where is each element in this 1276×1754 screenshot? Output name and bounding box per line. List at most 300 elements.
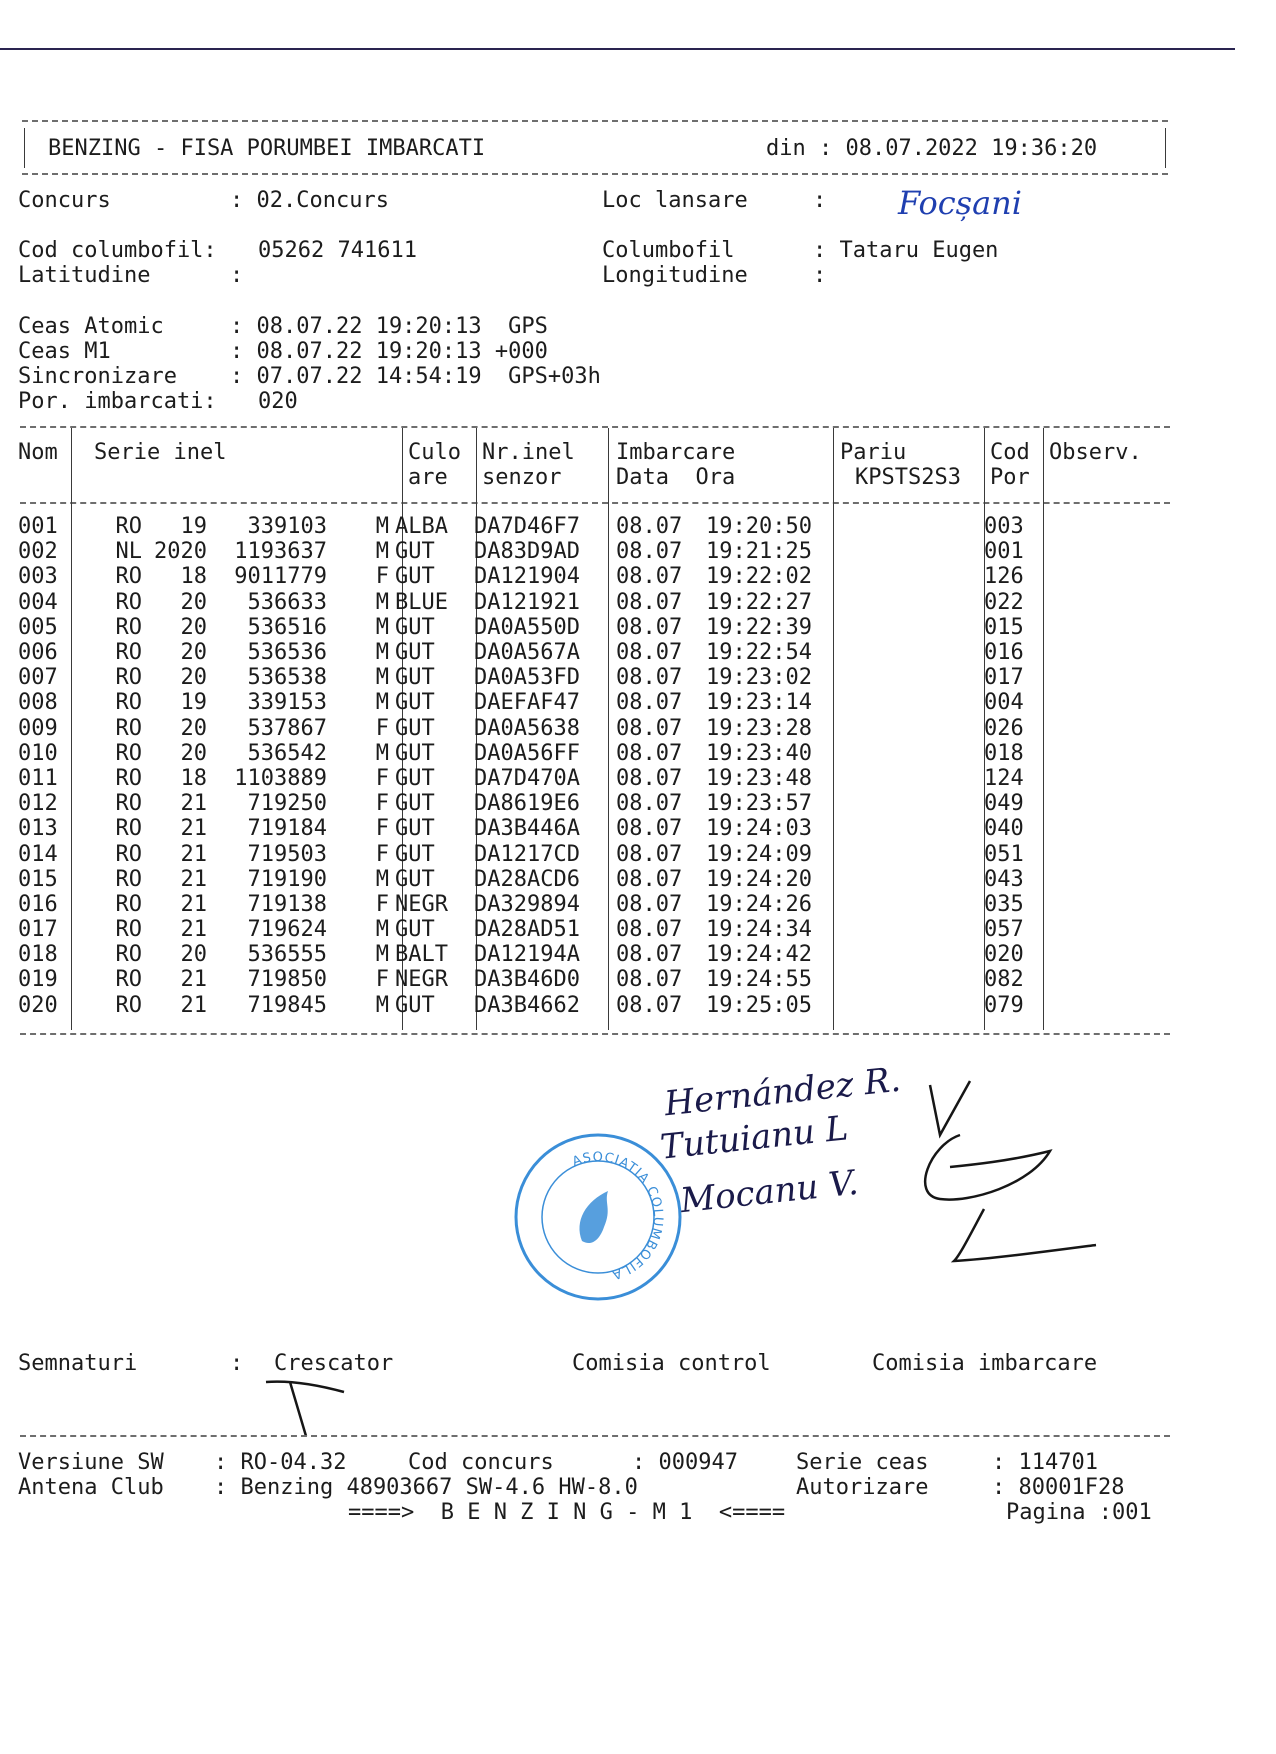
cell-year: 20 <box>180 640 207 666</box>
cell-ring-number: 719503 <box>247 841 327 867</box>
cell-sensor: DA0A56FF <box>474 740 580 766</box>
cell-time: 19:24:26 <box>706 891 812 917</box>
th-cod-2: Por <box>990 465 1030 490</box>
cell-sex: M <box>375 665 389 691</box>
cell-time: 19:23:14 <box>706 690 812 716</box>
cell-sex: M <box>375 917 389 943</box>
th-observ: Observ. <box>1049 440 1142 465</box>
cell-country: RO <box>115 917 142 943</box>
table-row <box>18 766 1034 791</box>
cell-color: GUT <box>395 866 435 892</box>
table-row <box>18 841 1034 866</box>
cell-year: 20 <box>180 740 207 766</box>
cell-time: 19:24:42 <box>706 942 812 968</box>
cell-cod-por: 124 <box>984 765 1024 791</box>
cell-cod-por: 003 <box>984 514 1024 540</box>
cell-date: 08.07 <box>616 917 683 943</box>
cell-nom: 019 <box>18 967 58 993</box>
cell-country: RO <box>115 740 142 766</box>
table-row <box>18 590 1034 615</box>
cell-cod-por: 026 <box>984 715 1024 741</box>
cell-date: 08.07 <box>616 665 683 691</box>
table-row <box>18 791 1034 816</box>
cell-year: 21 <box>180 791 207 817</box>
cell-sex: M <box>375 514 389 540</box>
versiune-label: Versiune SW <box>18 1450 164 1475</box>
cell-date: 08.07 <box>616 765 683 791</box>
cell-color: GUT <box>395 992 435 1018</box>
document-title: BENZING - FISA PORUMBEI IMBARCATI <box>48 136 486 161</box>
cell-year: 21 <box>180 866 207 892</box>
cell-nom: 001 <box>18 514 58 540</box>
cell-sensor: DA0A567A <box>474 640 580 666</box>
cell-ring-number: 719184 <box>247 816 327 842</box>
cell-pariu <box>832 867 980 892</box>
loc-lansare-label: Loc lansare <box>602 188 748 213</box>
cell-year: 20 <box>180 614 207 640</box>
cell-pariu <box>832 716 980 741</box>
cell-ring-number: 1103889 <box>234 765 327 791</box>
cell-date: 08.07 <box>616 942 683 968</box>
th-culoare-1: Culo <box>408 440 461 465</box>
latitudine-label: Latitudine <box>18 263 151 288</box>
cell-ring-number: 719850 <box>247 967 327 993</box>
table-header-rule <box>20 502 1170 504</box>
cell-sex: F <box>375 765 389 791</box>
columbofil-label: Columbofil <box>602 238 735 263</box>
cell-sex: F <box>375 891 389 917</box>
cell-cod-por: 022 <box>984 589 1024 615</box>
table-row <box>18 564 1034 589</box>
crescator-label: Crescator <box>274 1351 394 1376</box>
table-row <box>18 665 1034 690</box>
cod-concurs-label: Cod concurs <box>408 1450 554 1475</box>
table-row <box>18 867 1034 892</box>
cell-sex: F <box>375 967 389 993</box>
cell-year: 21 <box>180 992 207 1018</box>
table-row <box>18 640 1034 665</box>
signature-name-1: Hernández R. <box>662 1059 903 1125</box>
table-row <box>18 892 1034 917</box>
cell-sensor: DAEFAF47 <box>474 690 580 716</box>
cell-time: 19:22:54 <box>706 640 812 666</box>
cell-year: 20 <box>180 715 207 741</box>
cell-nom: 011 <box>18 765 58 791</box>
cell-date: 08.07 <box>616 841 683 867</box>
cell-sex: M <box>375 992 389 1018</box>
cell-sensor: DA12194A <box>474 942 580 968</box>
cell-sex: F <box>375 841 389 867</box>
cell-sensor: DA3B46D0 <box>474 967 580 993</box>
cell-year: 2020 <box>154 539 207 565</box>
ceas-atomic-label: Ceas Atomic <box>18 314 164 339</box>
cell-color: GUT <box>395 740 435 766</box>
cell-ring-number: 537867 <box>247 715 327 741</box>
cell-date: 08.07 <box>616 740 683 766</box>
comisia-imbarcare-label: Comisia imbarcare <box>872 1351 1098 1376</box>
cell-nom: 018 <box>18 942 58 968</box>
cell-time: 19:23:40 <box>706 740 812 766</box>
cell-cod-por: 057 <box>984 917 1024 943</box>
cell-sex: M <box>375 740 389 766</box>
th-pariu-2: KPSTS2S3 <box>855 465 961 490</box>
cell-country: RO <box>115 841 142 867</box>
signature-stroke-2 <box>925 1135 1050 1200</box>
cell-country: RO <box>115 589 142 615</box>
header-left-border <box>24 128 25 168</box>
header-top-rule <box>22 120 1168 122</box>
cell-country: RO <box>115 514 142 540</box>
semnaturi-label: Semnaturi <box>18 1351 138 1376</box>
cell-country: RO <box>115 942 142 968</box>
cell-time: 19:24:20 <box>706 866 812 892</box>
cell-cod-por: 020 <box>984 942 1024 968</box>
cell-country: RO <box>115 866 142 892</box>
signature-stroke-1 <box>930 1081 970 1135</box>
cell-country: RO <box>115 690 142 716</box>
header-right-border <box>1165 128 1166 168</box>
cell-country: RO <box>115 614 142 640</box>
cell-color: GUT <box>395 539 435 565</box>
cell-nom: 002 <box>18 539 58 565</box>
cod-columbofil-value: 05262 741611 <box>258 238 417 263</box>
cell-date: 08.07 <box>616 816 683 842</box>
cell-pariu <box>832 590 980 615</box>
cell-cod-por: 040 <box>984 816 1024 842</box>
por-imbarcati-value: 020 <box>258 389 298 414</box>
cell-sex: M <box>375 614 389 640</box>
cell-year: 19 <box>180 690 207 716</box>
th-imbarcare-1: Imbarcare <box>616 440 736 465</box>
cell-color: NEGR <box>395 891 448 917</box>
cell-date: 08.07 <box>616 866 683 892</box>
cell-sensor: DA3B446A <box>474 816 580 842</box>
cell-sex: F <box>375 715 389 741</box>
ceas-m1-label: Ceas M1 <box>18 339 111 364</box>
por-imbarcati-label: Por. imbarcati: <box>18 389 217 414</box>
cell-time: 19:20:50 <box>706 514 812 540</box>
cell-color: GUT <box>395 765 435 791</box>
table-row <box>18 816 1034 841</box>
antena-label: Antena Club <box>18 1475 164 1500</box>
cell-time: 19:23:48 <box>706 765 812 791</box>
cell-ring-number: 536536 <box>247 640 327 666</box>
cell-year: 21 <box>180 841 207 867</box>
cell-pariu <box>832 967 980 992</box>
cell-sensor: DA329894 <box>474 891 580 917</box>
cell-time: 19:24:09 <box>706 841 812 867</box>
cell-time: 19:22:27 <box>706 589 812 615</box>
cell-ring-number: 536633 <box>247 589 327 615</box>
cod-columbofil-label: Cod columbofil: <box>18 238 217 263</box>
versiune-value: : RO-04.32 <box>214 1450 347 1475</box>
loc-lansare-sep: : <box>813 188 827 213</box>
cell-nom: 007 <box>18 665 58 691</box>
cell-time: 19:23:28 <box>706 715 812 741</box>
cell-pariu <box>832 892 980 917</box>
cell-color: GUT <box>395 690 435 716</box>
cod-concurs-value: : 000947 <box>632 1450 738 1475</box>
table-row <box>18 967 1034 992</box>
cell-sensor: DA83D9AD <box>474 539 580 565</box>
cell-nom: 020 <box>18 992 58 1018</box>
table-row <box>18 539 1034 564</box>
cell-pariu <box>832 665 980 690</box>
cell-ring-number: 536538 <box>247 665 327 691</box>
header-bottom-rule <box>22 173 1168 175</box>
cell-date: 08.07 <box>616 791 683 817</box>
cell-cod-por: 016 <box>984 640 1024 666</box>
cell-sensor: DA8619E6 <box>474 791 580 817</box>
cell-pariu <box>832 917 980 942</box>
cell-time: 19:24:34 <box>706 917 812 943</box>
cell-country: RO <box>115 992 142 1018</box>
cell-ring-number: 339153 <box>247 690 327 716</box>
cell-nom: 008 <box>18 690 58 716</box>
columbofil-value: : Tataru Eugen <box>813 238 999 263</box>
pigeon-icon <box>580 1191 608 1243</box>
cell-time: 19:21:25 <box>706 539 812 565</box>
pigeons-table <box>18 514 1034 1018</box>
cell-pariu <box>832 791 980 816</box>
cell-nom: 006 <box>18 640 58 666</box>
cell-year: 21 <box>180 967 207 993</box>
table-row <box>18 993 1034 1018</box>
table-bottom-rule <box>20 1033 1170 1035</box>
cell-ring-number: 536542 <box>247 740 327 766</box>
cell-pariu <box>832 942 980 967</box>
table-row <box>18 942 1034 967</box>
cell-country: RO <box>115 665 142 691</box>
cell-color: GUT <box>395 640 435 666</box>
cell-cod-por: 126 <box>984 564 1024 590</box>
cell-sex: F <box>375 791 389 817</box>
cell-country: RO <box>115 816 142 842</box>
cell-ring-number: 719190 <box>247 866 327 892</box>
cell-time: 19:24:55 <box>706 967 812 993</box>
cell-sex: M <box>375 640 389 666</box>
th-serie-inel: Serie inel <box>94 440 227 465</box>
cell-color: ALBA <box>395 514 448 540</box>
cell-nom: 017 <box>18 917 58 943</box>
cell-color: GUT <box>395 665 435 691</box>
cell-sex: M <box>375 589 389 615</box>
footer-rule <box>20 1435 1170 1437</box>
cell-cod-por: 051 <box>984 841 1024 867</box>
cell-pariu <box>832 690 980 715</box>
crescator-signature-stroke <box>266 1382 344 1436</box>
cell-date: 08.07 <box>616 640 683 666</box>
cell-year: 18 <box>180 765 207 791</box>
cell-pariu <box>832 615 980 640</box>
cell-country: RO <box>115 791 142 817</box>
concurs-label: Concurs <box>18 188 111 213</box>
cell-cod-por: 049 <box>984 791 1024 817</box>
cell-nom: 003 <box>18 564 58 590</box>
cell-pariu <box>832 766 980 791</box>
cell-pariu <box>832 741 980 766</box>
cell-year: 18 <box>180 564 207 590</box>
signature-name-3: Mocanu V. <box>678 1162 861 1222</box>
th-pariu-1: Pariu <box>840 440 907 465</box>
table-row <box>18 917 1034 942</box>
cell-time: 19:24:03 <box>706 816 812 842</box>
cell-sensor: DA1217CD <box>474 841 580 867</box>
cell-cod-por: 017 <box>984 665 1024 691</box>
cell-date: 08.07 <box>616 564 683 590</box>
cell-pariu <box>832 564 980 589</box>
cell-year: 21 <box>180 816 207 842</box>
serie-ceas-label: Serie ceas <box>796 1450 929 1475</box>
cell-sex: F <box>375 816 389 842</box>
cell-time: 19:23:02 <box>706 665 812 691</box>
latitudine-value: : <box>230 263 244 288</box>
cell-pariu <box>832 841 980 866</box>
cell-sensor: DA28AD51 <box>474 917 580 943</box>
signature-scribbles <box>900 1075 1100 1275</box>
cell-time: 19:25:05 <box>706 992 812 1018</box>
cell-date: 08.07 <box>616 690 683 716</box>
cell-time: 19:22:39 <box>706 614 812 640</box>
cell-sex: M <box>375 539 389 565</box>
cell-sex: F <box>375 564 389 590</box>
cell-color: GUT <box>395 816 435 842</box>
longitudine-value: : <box>813 263 827 288</box>
cell-date: 08.07 <box>616 539 683 565</box>
cell-country: RO <box>115 967 142 993</box>
cell-nom: 012 <box>18 791 58 817</box>
autorizare-label: Autorizare <box>796 1475 929 1500</box>
cell-sensor: DA0A5638 <box>474 715 580 741</box>
cell-ring-number: 719138 <box>247 891 327 917</box>
cell-sex: M <box>375 690 389 716</box>
concurs-value: : 02.Concurs <box>230 188 389 213</box>
cell-time: 19:22:02 <box>706 564 812 590</box>
sincronizare-label: Sincronizare <box>18 364 177 389</box>
cell-nom: 004 <box>18 589 58 615</box>
cell-color: BLUE <box>395 589 448 615</box>
cell-sex: M <box>375 942 389 968</box>
cell-cod-por: 018 <box>984 740 1024 766</box>
cell-date: 08.07 <box>616 715 683 741</box>
cell-year: 20 <box>180 589 207 615</box>
cell-sensor: DA0A550D <box>474 614 580 640</box>
cell-nom: 009 <box>18 715 58 741</box>
th-imbarcare-2: Data Ora <box>616 465 736 490</box>
cell-date: 08.07 <box>616 514 683 540</box>
cell-year: 20 <box>180 665 207 691</box>
cell-pariu <box>832 640 980 665</box>
crescator-signature <box>262 1378 352 1438</box>
col-sep-cod <box>1043 428 1044 1030</box>
signature-name-2: Tutuianu L <box>658 1108 851 1168</box>
cell-year: 21 <box>180 917 207 943</box>
cell-ring-number: 1193637 <box>234 539 327 565</box>
cell-country: NL <box>115 539 142 565</box>
cell-ring-number: 719250 <box>247 791 327 817</box>
table-top-rule <box>20 426 1170 428</box>
cell-date: 08.07 <box>616 614 683 640</box>
cell-sensor: DA3B4662 <box>474 992 580 1018</box>
longitudine-label: Longitudine <box>602 263 748 288</box>
cell-color: GUT <box>395 917 435 943</box>
benzing-banner: ====> B E N Z I N G - M 1 <==== <box>348 1500 786 1525</box>
cell-ring-number: 719624 <box>247 917 327 943</box>
table-row <box>18 514 1034 539</box>
semnaturi-sep: : <box>230 1351 244 1376</box>
cell-sex: M <box>375 866 389 892</box>
cell-sensor: DA121904 <box>474 564 580 590</box>
cell-time: 19:23:57 <box>706 791 812 817</box>
table-row <box>18 716 1034 741</box>
cell-color: GUT <box>395 564 435 590</box>
autorizare-value: : 80001F28 <box>992 1475 1125 1500</box>
cell-cod-por: 004 <box>984 690 1024 716</box>
cell-nom: 014 <box>18 841 58 867</box>
cell-color: NEGR <box>395 967 448 993</box>
cell-date: 08.07 <box>616 967 683 993</box>
cell-sensor: DA7D46F7 <box>474 514 580 540</box>
cell-color: BALT <box>395 942 448 968</box>
top-rule <box>0 48 1235 50</box>
cell-cod-por: 082 <box>984 967 1024 993</box>
cell-color: GUT <box>395 715 435 741</box>
th-culoare-2: are <box>408 465 448 490</box>
table-row <box>18 741 1034 766</box>
cell-cod-por: 015 <box>984 614 1024 640</box>
stamp-text: ASOCIATIA COLUMBOFILA <box>570 1149 666 1283</box>
serie-ceas-value: : 114701 <box>992 1450 1098 1475</box>
cell-ring-number: 339103 <box>247 514 327 540</box>
cell-year: 21 <box>180 891 207 917</box>
th-cod-1: Cod <box>990 440 1030 465</box>
cell-sensor: DA0A53FD <box>474 665 580 691</box>
signature-stroke-3 <box>954 1209 1096 1261</box>
cell-country: RO <box>115 640 142 666</box>
sincronizare-value: : 07.07.22 14:54:19 GPS+03h <box>230 364 601 389</box>
cell-pariu <box>832 514 980 539</box>
cell-pariu <box>832 993 980 1018</box>
antena-value: : Benzing 48903667 SW-4.6 HW-8.0 <box>214 1475 638 1500</box>
cell-year: 19 <box>180 514 207 540</box>
th-nr-inel-1: Nr.inel <box>482 440 575 465</box>
cell-nom: 015 <box>18 866 58 892</box>
cell-date: 08.07 <box>616 589 683 615</box>
page-number: Pagina :001 <box>1006 1500 1152 1525</box>
cell-nom: 013 <box>18 816 58 842</box>
cell-color: GUT <box>395 614 435 640</box>
document-date: din : 08.07.2022 19:36:20 <box>766 136 1098 161</box>
th-nr-inel-2: senzor <box>482 465 562 490</box>
table-row <box>18 615 1034 640</box>
cell-nom: 005 <box>18 614 58 640</box>
cell-color: GUT <box>395 791 435 817</box>
cell-country: RO <box>115 715 142 741</box>
cell-cod-por: 043 <box>984 866 1024 892</box>
comisia-control-label: Comisia control <box>572 1351 771 1376</box>
cell-pariu <box>832 539 980 564</box>
cell-date: 08.07 <box>616 891 683 917</box>
cell-pariu <box>832 816 980 841</box>
cell-country: RO <box>115 564 142 590</box>
cell-sensor: DA7D470A <box>474 765 580 791</box>
association-stamp <box>512 1131 684 1303</box>
cell-sensor: DA121921 <box>474 589 580 615</box>
cell-ring-number: 9011779 <box>234 564 327 590</box>
cell-ring-number: 536555 <box>247 942 327 968</box>
ceas-atomic-value: : 08.07.22 19:20:13 GPS <box>230 314 548 339</box>
cell-date: 08.07 <box>616 992 683 1018</box>
